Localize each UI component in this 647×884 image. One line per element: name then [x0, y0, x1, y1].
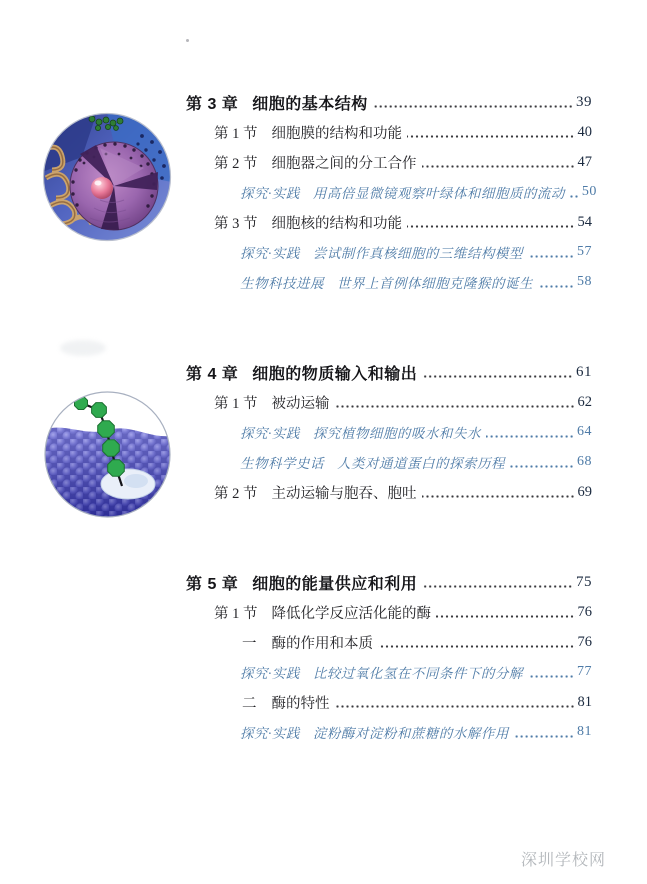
toc-entry [186, 267, 592, 297]
toc-entry [186, 717, 592, 747]
chapter-title: 细胞的基本结构 [252, 95, 368, 113]
section-title: 被动运输 [271, 395, 330, 412]
toc-entry [186, 627, 592, 657]
section-title: 细胞膜的结构和功能 [271, 125, 402, 142]
page-number: 39 [576, 93, 592, 110]
chapter-title: 细胞的物质输入和输出 [252, 365, 418, 383]
activity-label: 探究·实践 [240, 246, 300, 261]
dotted-leader [407, 135, 576, 138]
activity-title: 尝试制作真核细胞的三维结构模型 [312, 246, 523, 261]
toc-entry [186, 447, 592, 477]
page-number: 77 [577, 664, 592, 679]
section-label: 第 3 节 [214, 215, 258, 232]
dotted-leader [422, 165, 576, 168]
dotted-leader [528, 675, 575, 678]
chapter-label: 第 3 章 [186, 95, 239, 113]
page-number: 47 [577, 153, 592, 170]
activity-label: 探究·实践 [240, 186, 300, 201]
toc-entry [186, 117, 592, 147]
toc-entry [186, 237, 592, 267]
subsection-title: 酶的作用和本质 [271, 635, 373, 652]
activity-label: 生物科学史话 [240, 456, 324, 471]
table-of-contents [186, 87, 597, 747]
subsection-label: 一 [242, 635, 257, 652]
page-number: 54 [577, 213, 592, 230]
scan-smudge [60, 340, 106, 356]
page-number: 75 [576, 573, 592, 590]
subsection-label: 二 [242, 695, 257, 712]
dotted-leader [335, 405, 576, 408]
section-title: 细胞器之间的分工合作 [271, 155, 417, 172]
toc-entry [186, 597, 592, 627]
section-label: 第 2 节 [214, 485, 258, 502]
toc-entry [186, 687, 592, 717]
page-number: 40 [577, 123, 592, 140]
activity-title: 比较过氧化氢在不同条件下的分解 [312, 666, 523, 681]
page-number: 81 [577, 693, 592, 710]
chapter-label: 第 4 章 [186, 365, 239, 383]
activity-label: 探究·实践 [240, 726, 300, 741]
chapter-label: 第 5 章 [186, 575, 239, 593]
activity-title: 世界上首例体细胞克隆猴的诞生 [337, 276, 533, 291]
page-number: 58 [577, 274, 592, 289]
dotted-leader [528, 255, 575, 258]
page-watermark: 深圳学校网 [521, 852, 607, 869]
dotted-leader [538, 285, 575, 288]
toc-chapter-5-row [186, 567, 592, 597]
dotted-leader [378, 645, 576, 648]
dotted-leader [510, 465, 575, 468]
section-label: 第 2 节 [214, 155, 258, 172]
page-number: 68 [577, 454, 592, 469]
section-label: 第 1 节 [214, 395, 258, 412]
cell-membrane-illustration [44, 391, 171, 518]
section-label: 第 1 节 [214, 125, 258, 142]
activity-title: 用高倍显微镜观察叶绿体和细胞质的流动 [312, 186, 565, 201]
page-number: 57 [577, 244, 592, 259]
toc-entry [186, 147, 592, 177]
section-label: 第 1 节 [214, 605, 258, 622]
activity-title: 探究植物细胞的吸水和失水 [312, 426, 481, 441]
dotted-leader [422, 495, 576, 498]
toc-chapter-3-row [186, 87, 592, 117]
activity-label: 探究·实践 [240, 666, 300, 681]
chapter-title: 细胞的能量供应和利用 [252, 575, 418, 593]
scan-speck [186, 39, 189, 42]
dotted-leader [422, 585, 574, 588]
section-title: 主动运输与胞吞、胞吐 [271, 485, 417, 502]
chapter-4-block [186, 357, 592, 507]
page-number: 76 [577, 633, 592, 650]
dotted-leader [570, 195, 580, 198]
dotted-leader [373, 105, 574, 108]
page-number: 62 [577, 393, 592, 410]
cell-nucleus-illustration [42, 112, 172, 242]
page-number: 61 [576, 363, 592, 380]
toc-entry [186, 207, 592, 237]
page-number: 81 [577, 724, 592, 739]
chapter-3-block [186, 87, 597, 297]
activity-label: 生物科技进展 [240, 276, 324, 291]
toc-entry [186, 387, 592, 417]
activity-title: 人类对通道蛋白的探索历程 [337, 456, 505, 471]
dotted-leader [486, 435, 575, 438]
section-title: 细胞核的结构和功能 [271, 215, 402, 232]
dotted-leader [335, 705, 576, 708]
dotted-leader [436, 615, 576, 618]
toc-entry [186, 177, 597, 207]
page-number: 50 [581, 184, 597, 199]
toc-entry [186, 477, 592, 507]
section-title: 降低化学反应活化能的酶 [271, 605, 431, 622]
page-number: 64 [577, 424, 592, 439]
page-number: 76 [577, 603, 592, 620]
dotted-leader [407, 225, 576, 228]
subsection-title: 酶的特性 [271, 695, 330, 712]
activity-title: 淀粉酶对淀粉和蔗糖的水解作用 [312, 726, 509, 741]
dotted-leader [422, 375, 574, 378]
toc-entry [186, 417, 592, 447]
activity-label: 探究·实践 [240, 426, 300, 441]
chapter-5-block [186, 567, 592, 747]
dotted-leader [514, 735, 575, 738]
toc-entry [186, 657, 592, 687]
toc-chapter-4-row [186, 357, 592, 387]
page-number: 69 [577, 483, 592, 500]
